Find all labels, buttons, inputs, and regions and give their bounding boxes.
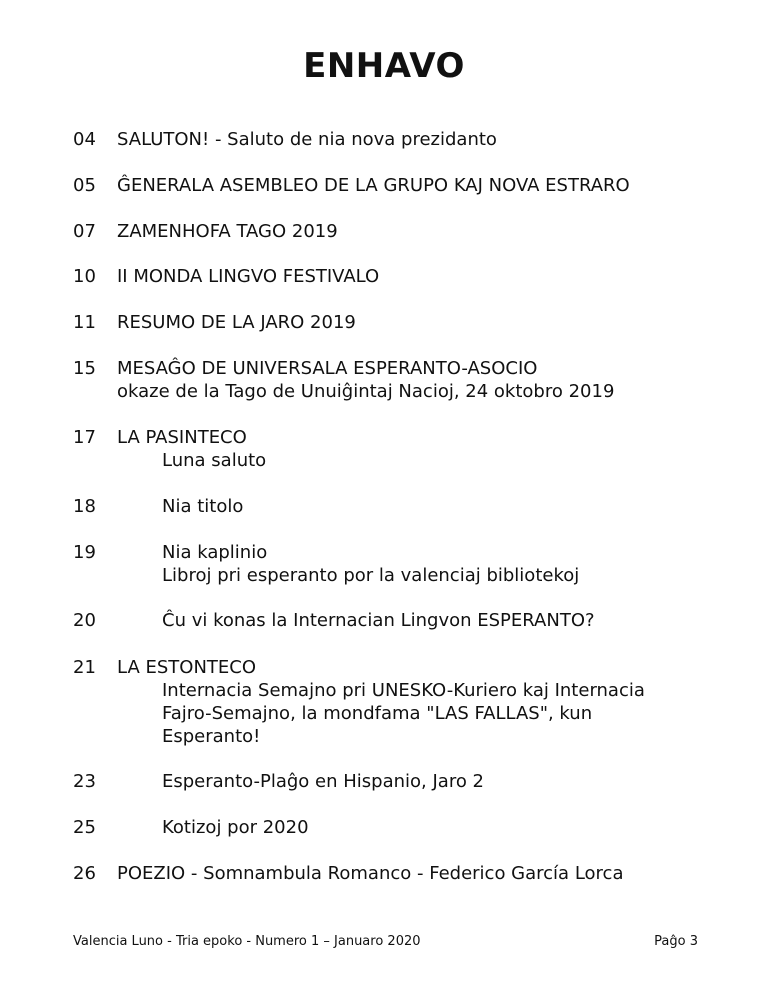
toc-section-title: LA PASINTECO (117, 427, 247, 448)
toc-entry-title: Esperanto-Plaĝo en Hispanio, Jaro 2 (162, 771, 485, 792)
toc-page-number: 21 (73, 657, 96, 678)
toc-entry-title: Internacia Semajno pri UNESKO-Kuriero kaj Internacia (162, 680, 645, 701)
toc-page-number: 19 (73, 542, 96, 563)
toc-entry-title: Ĉu vi konas la Internacian Lingvon ESPERANTO? (162, 610, 595, 631)
toc-page-number: 11 (73, 312, 96, 333)
toc-entry-subtitle: okaze de la Tago de Unuiĝintaj Nacioj, 24 oktobro 2019 (117, 381, 615, 402)
toc-page-number: 18 (73, 496, 96, 517)
toc-page-number: 20 (73, 610, 96, 631)
toc-entry-title: Kotizoj por 2020 (162, 817, 309, 838)
footer-publication-info: Valencia Luno - Tria epoko - Numero 1 – Januaro 2020 (73, 934, 421, 949)
toc-page-number: 17 (73, 427, 96, 448)
toc-entry-title: ZAMENHOFA TAGO 2019 (117, 221, 338, 242)
toc-page-number: 15 (73, 358, 96, 379)
toc-entry-title: Nia kaplinio (162, 542, 268, 563)
toc-entry-title: Nia titolo (162, 496, 244, 517)
toc-page-number: 25 (73, 817, 96, 838)
toc-entry-title: Luna saluto (162, 450, 267, 471)
toc-page-number: 07 (73, 221, 96, 242)
page-title: ENHAVO (303, 46, 465, 86)
toc-page-number: 10 (73, 266, 96, 287)
toc-page-number: 05 (73, 175, 96, 196)
toc-page-number: 04 (73, 129, 96, 150)
toc-entry-title: Esperanto! (162, 726, 261, 747)
toc-page-number: 26 (73, 863, 96, 884)
toc-entry-title: Fajro-Semajno, la mondfama "LAS FALLAS", kun (162, 703, 593, 724)
toc-entry-title: II MONDA LINGVO FESTIVALO (117, 266, 380, 287)
toc-entry-title: Libroj pri esperanto por la valenciaj bibliotekoj (162, 565, 580, 586)
toc-entry-title: MESAĜO DE UNIVERSALA ESPERANTO-ASOCIO (117, 358, 538, 379)
toc-section-title: LA ESTONTECO (117, 657, 257, 678)
toc-entry-title: SALUTON! - Saluto de nia nova prezidanto (117, 129, 497, 150)
toc-entry-title: POEZIO - Somnambula Romanco - Federico García Lorca (117, 863, 624, 884)
toc-page-number: 23 (73, 771, 96, 792)
toc-entry-title: RESUMO DE LA JARO 2019 (117, 312, 356, 333)
toc-entry-title: ĜENERALA ASEMBLEO DE LA GRUPO KAJ NOVA ESTRARO (117, 175, 630, 196)
footer-page-number: Paĝo 3 (654, 934, 698, 949)
